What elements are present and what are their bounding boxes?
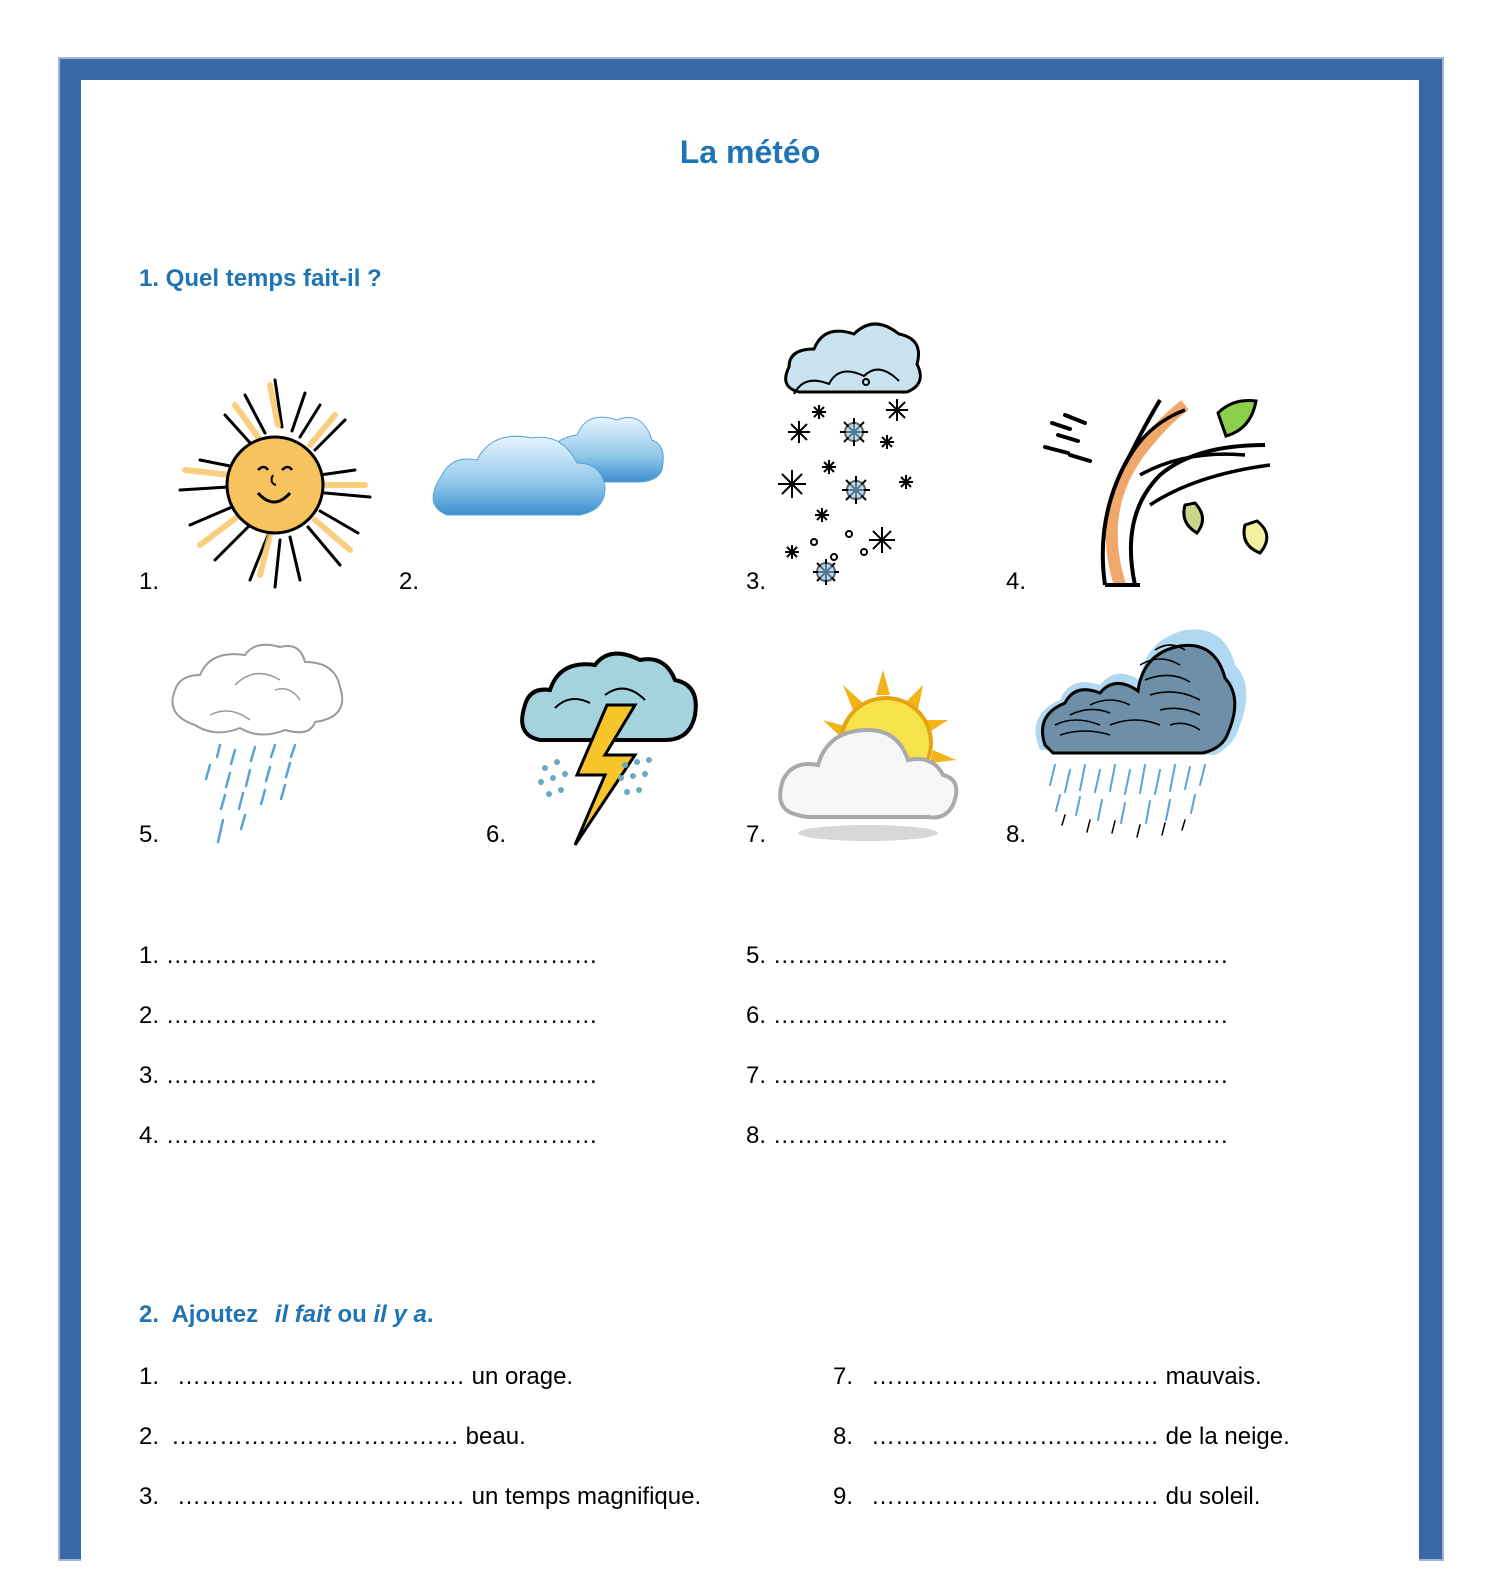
heading-connector: ou: [330, 1301, 374, 1328]
fill-in-row-1[interactable]: [139, 1363, 573, 1391]
row-dots: ………………………………: [871, 1423, 1166, 1450]
rain-icon: [165, 645, 360, 845]
picture-label-2: 2.: [399, 568, 420, 595]
fill-in-row-3[interactable]: [139, 1483, 701, 1511]
sun-cloud-icon: [778, 665, 958, 845]
answer-number: 1.: [139, 942, 160, 969]
row-dots: ………………………………: [177, 1363, 472, 1390]
row-dots: ………………………………: [871, 1363, 1166, 1390]
answer-line-8[interactable]: [746, 1122, 1229, 1150]
answer-number: 4.: [139, 1122, 160, 1149]
answer-dots: …………………………………………………: [772, 1002, 1229, 1029]
picture-label-6: 6.: [486, 821, 507, 848]
fill-in-row-9[interactable]: [833, 1483, 1260, 1511]
row-dots: ………………………………: [171, 1423, 466, 1450]
thunderstorm-icon: [515, 650, 700, 845]
row-number: 3.: [139, 1483, 160, 1510]
heading-option-il-fait: il fait: [274, 1301, 331, 1328]
answer-line-6[interactable]: [746, 1002, 1229, 1030]
row-text: mauvais.: [1165, 1363, 1262, 1390]
picture-label-4: 4.: [1006, 568, 1027, 595]
sun-icon: [170, 375, 390, 590]
fill-in-row-8[interactable]: [833, 1423, 1290, 1451]
answer-dots: ………………………………………………: [165, 1002, 598, 1029]
answer-line-5[interactable]: [746, 942, 1229, 970]
picture-label-5: 5.: [139, 821, 160, 848]
picture-label-3: 3.: [746, 568, 767, 595]
answer-line-2[interactable]: [139, 1002, 598, 1030]
clouds-icon: [432, 405, 664, 525]
answer-dots: ………………………………………………: [165, 1122, 598, 1149]
answer-number: 3.: [139, 1062, 160, 1089]
row-text: un temps magnifique.: [471, 1483, 702, 1510]
picture-label-8: 8.: [1006, 821, 1027, 848]
answer-dots: …………………………………………………: [772, 942, 1229, 969]
row-text: de la neige.: [1165, 1423, 1290, 1450]
answer-number: 7.: [746, 1062, 767, 1089]
answer-number: 6.: [746, 1002, 767, 1029]
row-dots: ………………………………: [177, 1483, 472, 1510]
row-number: 1.: [139, 1363, 160, 1390]
row-dots: ………………………………: [871, 1483, 1166, 1510]
answer-dots: ………………………………………………: [165, 942, 598, 969]
row-text: beau.: [465, 1423, 526, 1450]
row-number: 8.: [833, 1423, 854, 1450]
answer-dots: ………………………………………………: [165, 1062, 598, 1089]
row-number: 9.: [833, 1483, 854, 1510]
wind-icon: [1030, 385, 1290, 590]
heading-prefix: 2. Ajoutez: [139, 1301, 265, 1328]
answer-dots: …………………………………………………: [772, 1122, 1229, 1149]
page-title: La météo: [679, 134, 821, 170]
picture-label-7: 7.: [746, 821, 767, 848]
fill-in-row-2[interactable]: [139, 1423, 526, 1451]
answer-number: 2.: [139, 1002, 160, 1029]
heading-option-il-y-a: il y a: [373, 1301, 427, 1328]
heavy-rain-icon: [1030, 625, 1245, 845]
answer-line-7[interactable]: [746, 1062, 1229, 1090]
row-number: 7.: [833, 1363, 854, 1390]
answer-line-4[interactable]: [139, 1122, 598, 1150]
fill-in-row-7[interactable]: [833, 1363, 1262, 1391]
answer-dots: …………………………………………………: [772, 1062, 1229, 1089]
answer-number: 8.: [746, 1122, 767, 1149]
answer-line-1[interactable]: [139, 942, 598, 970]
answer-number: 5.: [746, 942, 767, 969]
answer-line-3[interactable]: [139, 1062, 598, 1090]
row-number: 2.: [139, 1423, 160, 1450]
heading-suffix: .: [426, 1301, 434, 1328]
picture-label-1: 1.: [139, 568, 160, 595]
section2-heading: [139, 1301, 434, 1329]
row-text: un orage.: [471, 1363, 574, 1390]
row-text: du soleil.: [1165, 1483, 1261, 1510]
section1-heading: 1. Quel temps fait-il ?: [139, 265, 382, 292]
snow-icon: [774, 322, 924, 592]
